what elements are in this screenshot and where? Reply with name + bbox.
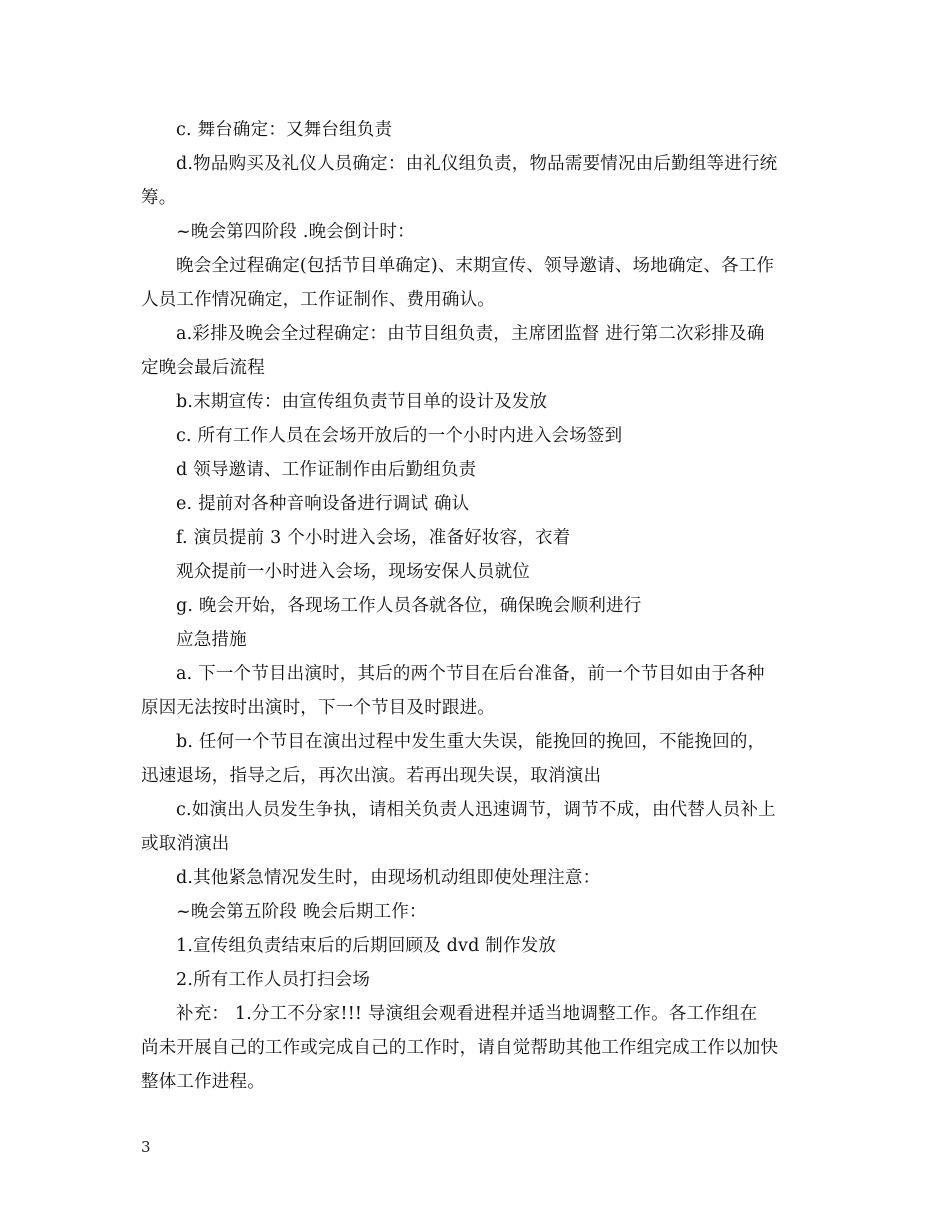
section-heading	[141, 215, 811, 249]
text-line: d.其他紧急情况发生时，由现场机动组即使处理注意：	[176, 868, 601, 888]
paragraph	[141, 725, 811, 793]
text-line: d.物品购买及礼仪人员确定：由礼仪组负责，物品需要情况由后勤组等进行统	[176, 154, 778, 174]
paragraph	[141, 861, 811, 895]
paragraph	[141, 249, 811, 317]
paragraph	[141, 487, 811, 521]
text-line: 人员工作情况确定，工作证制作、费用确认。	[141, 290, 495, 310]
section-heading	[141, 623, 811, 657]
text-line: c.如演出人员发生争执，请相关负责人迅速调节，调节不成，由代替人员补上	[176, 800, 776, 820]
paragraph	[141, 555, 811, 589]
text-line: 补充： 1.分工不分家!!! 导演组会观看进程并适当地调整工作。各工作组在	[176, 1004, 758, 1024]
paragraph	[141, 589, 811, 623]
text-line: ~晚会第五阶段 晚会后期工作：	[176, 902, 427, 922]
paragraph	[141, 113, 811, 147]
paragraph	[141, 521, 811, 555]
text-line: 或取消演出	[141, 834, 230, 854]
text-line: ~晚会第四阶段 .晚会倒计时：	[176, 222, 415, 242]
paragraph	[141, 317, 811, 385]
text-line: 观众提前一小时进入会场，现场安保人员就位	[176, 562, 530, 582]
text-line: b.末期宣传：由宣传组负责节目单的设计及发放	[176, 392, 548, 412]
paragraph	[141, 147, 811, 215]
text-line: 2.所有工作人员打扫会场	[176, 970, 371, 990]
paragraph	[141, 793, 811, 861]
text-line: 尚未开展自己的工作或完成自己的工作时，请自觉帮助其他工作组完成工作以加快	[141, 1038, 779, 1058]
paragraph	[141, 453, 811, 487]
text-line: 筹。	[141, 188, 177, 208]
text-line: a. 下一个节目出演时，其后的两个节目在后台准备，前一个节目如由于各种	[176, 664, 765, 684]
paragraph	[141, 997, 811, 1099]
text-line: 晚会全过程确定(包括节目单确定)、末期宣传、领导邀请、场地确定、各工作	[176, 256, 775, 276]
text-line: d 领导邀请、工作证制作由后勤组负责	[176, 460, 477, 480]
text-line: 迅速退场，指导之后，再次出演。若再出现失误，取消演出	[141, 766, 602, 786]
text-line: 定晚会最后流程	[141, 358, 265, 378]
text-line: 整体工作进程。	[141, 1072, 265, 1092]
paragraph	[141, 385, 811, 419]
text-line: g. 晚会开始，各现场工作人员各就各位，确保晚会顺利进行	[176, 596, 642, 616]
text-line: c. 所有工作人员在会场开放后的一个小时内进入会场签到	[176, 426, 623, 446]
paragraph	[141, 963, 811, 997]
text-line: b. 任何一个节目在演出过程中发生重大失误，能挽回的挽回，不能挽回的，	[176, 732, 766, 752]
text-line: 应急措施	[176, 630, 247, 650]
text-line: e. 提前对各种音响设备进行调试 确认	[176, 494, 470, 514]
text-line: 原因无法按时出演时，下一个节目及时跟进。	[141, 698, 495, 718]
text-line: a.彩排及晚会全过程确定：由节目组负责，主席团监督 进行第二次彩排及确	[176, 324, 765, 344]
page-number: 3	[141, 1138, 151, 1156]
paragraph	[141, 419, 811, 453]
text-line: f. 演员提前 3 个小时进入会场，准备好妆容，衣着	[176, 528, 571, 548]
paragraph	[141, 929, 811, 963]
section-heading	[141, 895, 811, 929]
paragraph	[141, 657, 811, 725]
text-line: c. 舞台确定：又舞台组负责	[176, 120, 393, 140]
text-line: 1.宣传组负责结束后的后期回顾及 dvd 制作发放	[176, 936, 557, 956]
